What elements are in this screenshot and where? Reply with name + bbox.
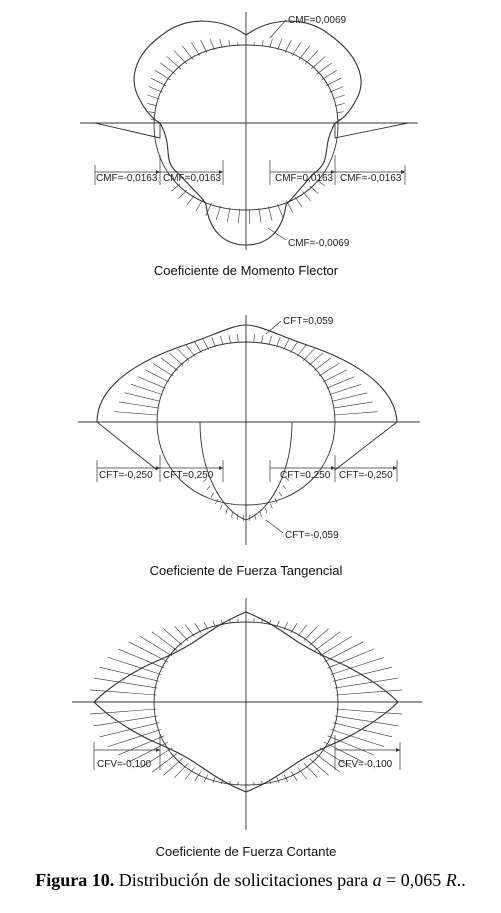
hatch-line [220, 39, 223, 48]
caption-unit: R [445, 870, 457, 890]
hatch-line [303, 192, 311, 201]
hatch-line [333, 667, 392, 681]
hatch-line [303, 349, 314, 361]
hatch-line [315, 632, 340, 651]
hatch-line [310, 759, 329, 776]
hatch-line [167, 56, 181, 69]
hatch-line [140, 636, 172, 656]
hatch-line [232, 512, 233, 518]
diagram-fuerza-tangencial [78, 315, 420, 545]
hatch-line [321, 70, 337, 80]
hatch-line [283, 485, 286, 489]
label-cfv-right: CFV=-0,100 [338, 759, 393, 770]
hatch-line [324, 642, 363, 662]
hatch-line [270, 39, 273, 48]
hatch-line [335, 678, 399, 688]
hatch-line [94, 678, 158, 688]
hatch-line [131, 384, 163, 394]
hatch-line [187, 195, 195, 205]
hatch-line [262, 335, 264, 343]
hatch-line [163, 629, 182, 646]
hatch-line [298, 625, 307, 637]
hatch-line [203, 339, 208, 349]
caption-eq: = 0,065 [381, 870, 446, 890]
hatch-line [310, 186, 318, 194]
hatch-line [284, 339, 289, 349]
hatch-line [94, 716, 158, 726]
diagram-fuerza-cortante [72, 598, 422, 830]
hatch-line [259, 208, 261, 223]
hatch-line [292, 43, 301, 57]
hatch-line [125, 393, 160, 402]
diagram-3-title: Coeficiente de Fuerza Cortante [155, 844, 337, 859]
hatch-line [326, 78, 341, 86]
hatch-line [237, 514, 238, 520]
label-cmf-bottom: CMF=-0,0069 [288, 238, 350, 249]
hatch-line [220, 504, 222, 509]
hatch-line [147, 103, 157, 105]
hatch-line [201, 40, 208, 53]
hatch-line [249, 209, 250, 224]
hatch-line [305, 51, 318, 65]
hatch-line [160, 63, 175, 74]
hatch-line [90, 690, 157, 695]
hatch-line [185, 768, 194, 780]
hatch-line [336, 690, 403, 695]
label-cft-left-outer: CFT=-0,250 [99, 470, 153, 481]
hatch-line [270, 504, 272, 509]
hatch-line [195, 623, 201, 633]
hatch-line [265, 508, 267, 513]
hatch-line [311, 56, 325, 69]
caption-label: Figura 10. [35, 870, 115, 890]
label-cmf-left-outer: CMF=-0,0163 [96, 173, 158, 184]
hatch-line [138, 377, 166, 389]
hatch-line [334, 402, 373, 408]
hatch-line [100, 723, 159, 737]
hatch-line [182, 46, 193, 60]
hatch-line [278, 204, 283, 217]
label-cmf-top: CMF=0,0069 [288, 15, 347, 26]
hatch-line [216, 206, 220, 220]
hatch-line [330, 384, 362, 394]
hatch-line [212, 337, 216, 346]
hatch-line [213, 777, 215, 783]
hatch-line [119, 402, 158, 408]
diagram-momento-flector [80, 12, 418, 250]
hatch-line [277, 777, 279, 783]
diagram-2-title: Coeficiente de Fuerza Tangencial [149, 563, 343, 578]
caption-end: .. [456, 870, 466, 890]
hatch-line [278, 39, 282, 50]
hatch-line [195, 342, 202, 353]
hatch-line [118, 736, 165, 755]
figure-caption [0, 870, 501, 891]
hatch-line [229, 40, 230, 46]
hatch-line [147, 95, 159, 99]
hatch-line [210, 39, 214, 50]
hatch-line [309, 353, 323, 366]
hatch-line [297, 345, 306, 357]
hatch-line [295, 197, 302, 208]
hatch-line [268, 207, 272, 221]
hatch-line [226, 509, 228, 515]
diagram-1-title: Coeficiente de Momento Flector [153, 263, 339, 278]
label-cft-right-outer: CFT=-0,250 [339, 470, 393, 481]
hatch-line [320, 636, 352, 656]
hatch-line [90, 709, 157, 714]
label-cft-left-inner: CFT=0,250 [163, 470, 214, 481]
hatch-line [286, 201, 293, 213]
hatch-line [333, 723, 392, 737]
hatch-line [163, 759, 182, 776]
hatch-line [310, 629, 329, 646]
hatch-line [153, 363, 173, 376]
hatch-line [285, 40, 292, 53]
hatch-line [151, 78, 166, 86]
hatch-line [175, 626, 189, 640]
hatch-line [298, 768, 307, 780]
hatch-line [299, 46, 310, 60]
hatch-line [196, 199, 203, 211]
hatch-line [169, 353, 183, 366]
hatch-line [229, 335, 231, 343]
hatch-line [260, 511, 261, 517]
hatch-line [238, 334, 239, 342]
hatch-line [211, 493, 214, 497]
hatch-line [115, 412, 158, 415]
hatch-line [129, 642, 168, 662]
hatch-line [207, 486, 210, 490]
label-cmf-left-inner: CMF=0,0163 [163, 173, 222, 184]
hatch-line [317, 63, 332, 74]
hatch-line [191, 43, 200, 57]
hatch-line [152, 632, 177, 651]
hatch-line [174, 51, 187, 65]
hatch-line [304, 763, 318, 777]
hatch-line [276, 337, 280, 346]
hatch-line [319, 363, 339, 376]
hatch-line [335, 412, 378, 415]
hatch-line [161, 358, 178, 371]
hatch-line [327, 377, 355, 389]
hatch-line [254, 334, 255, 342]
hatch-line [335, 103, 345, 105]
hatch-line [335, 716, 399, 726]
label-cft-top: CFT=0,059 [283, 316, 334, 327]
hatch-line [220, 336, 223, 345]
hatch-line [227, 208, 230, 222]
hatch-line [238, 209, 239, 224]
label-cft-bottom: CFT=-0,059 [285, 530, 339, 541]
hatch-line [175, 763, 189, 777]
hatch-line [328, 736, 375, 755]
hatch-line [152, 753, 177, 772]
hatch-line [177, 349, 188, 361]
hatch-line [185, 625, 194, 637]
hatch-line [262, 40, 263, 46]
label-cmf-right-outer: CMF=-0,0163 [340, 173, 402, 184]
hatch-line [291, 623, 297, 633]
hatch-line [149, 87, 163, 93]
hatch-line [304, 626, 318, 640]
hatch-line [329, 87, 343, 93]
hatch-line [328, 649, 375, 668]
caption-var: a [372, 870, 382, 890]
hatch-line [100, 667, 159, 681]
hatch-line [332, 393, 367, 402]
hatch-line [155, 70, 171, 80]
hatch-line [315, 753, 340, 772]
label-cfv-left: CFV=-0,100 [97, 759, 152, 770]
hatch-line [269, 336, 272, 345]
diagram-3-labels [97, 759, 393, 859]
hatch-line [172, 184, 180, 191]
hatch-line [291, 342, 298, 353]
hatch-line [279, 492, 282, 496]
label-cft-right-inner: CFT=0,250 [280, 470, 331, 481]
hatch-line [179, 190, 187, 199]
hatch-line [333, 95, 345, 99]
hatch-line [336, 709, 403, 714]
label-cmf-right-inner: CMF=0,0163 [275, 173, 334, 184]
hatch-line [186, 345, 195, 357]
hatch-line [314, 358, 331, 371]
hatch-line [118, 649, 165, 668]
caption-text: Distribución de solicitaciones para [118, 870, 369, 890]
